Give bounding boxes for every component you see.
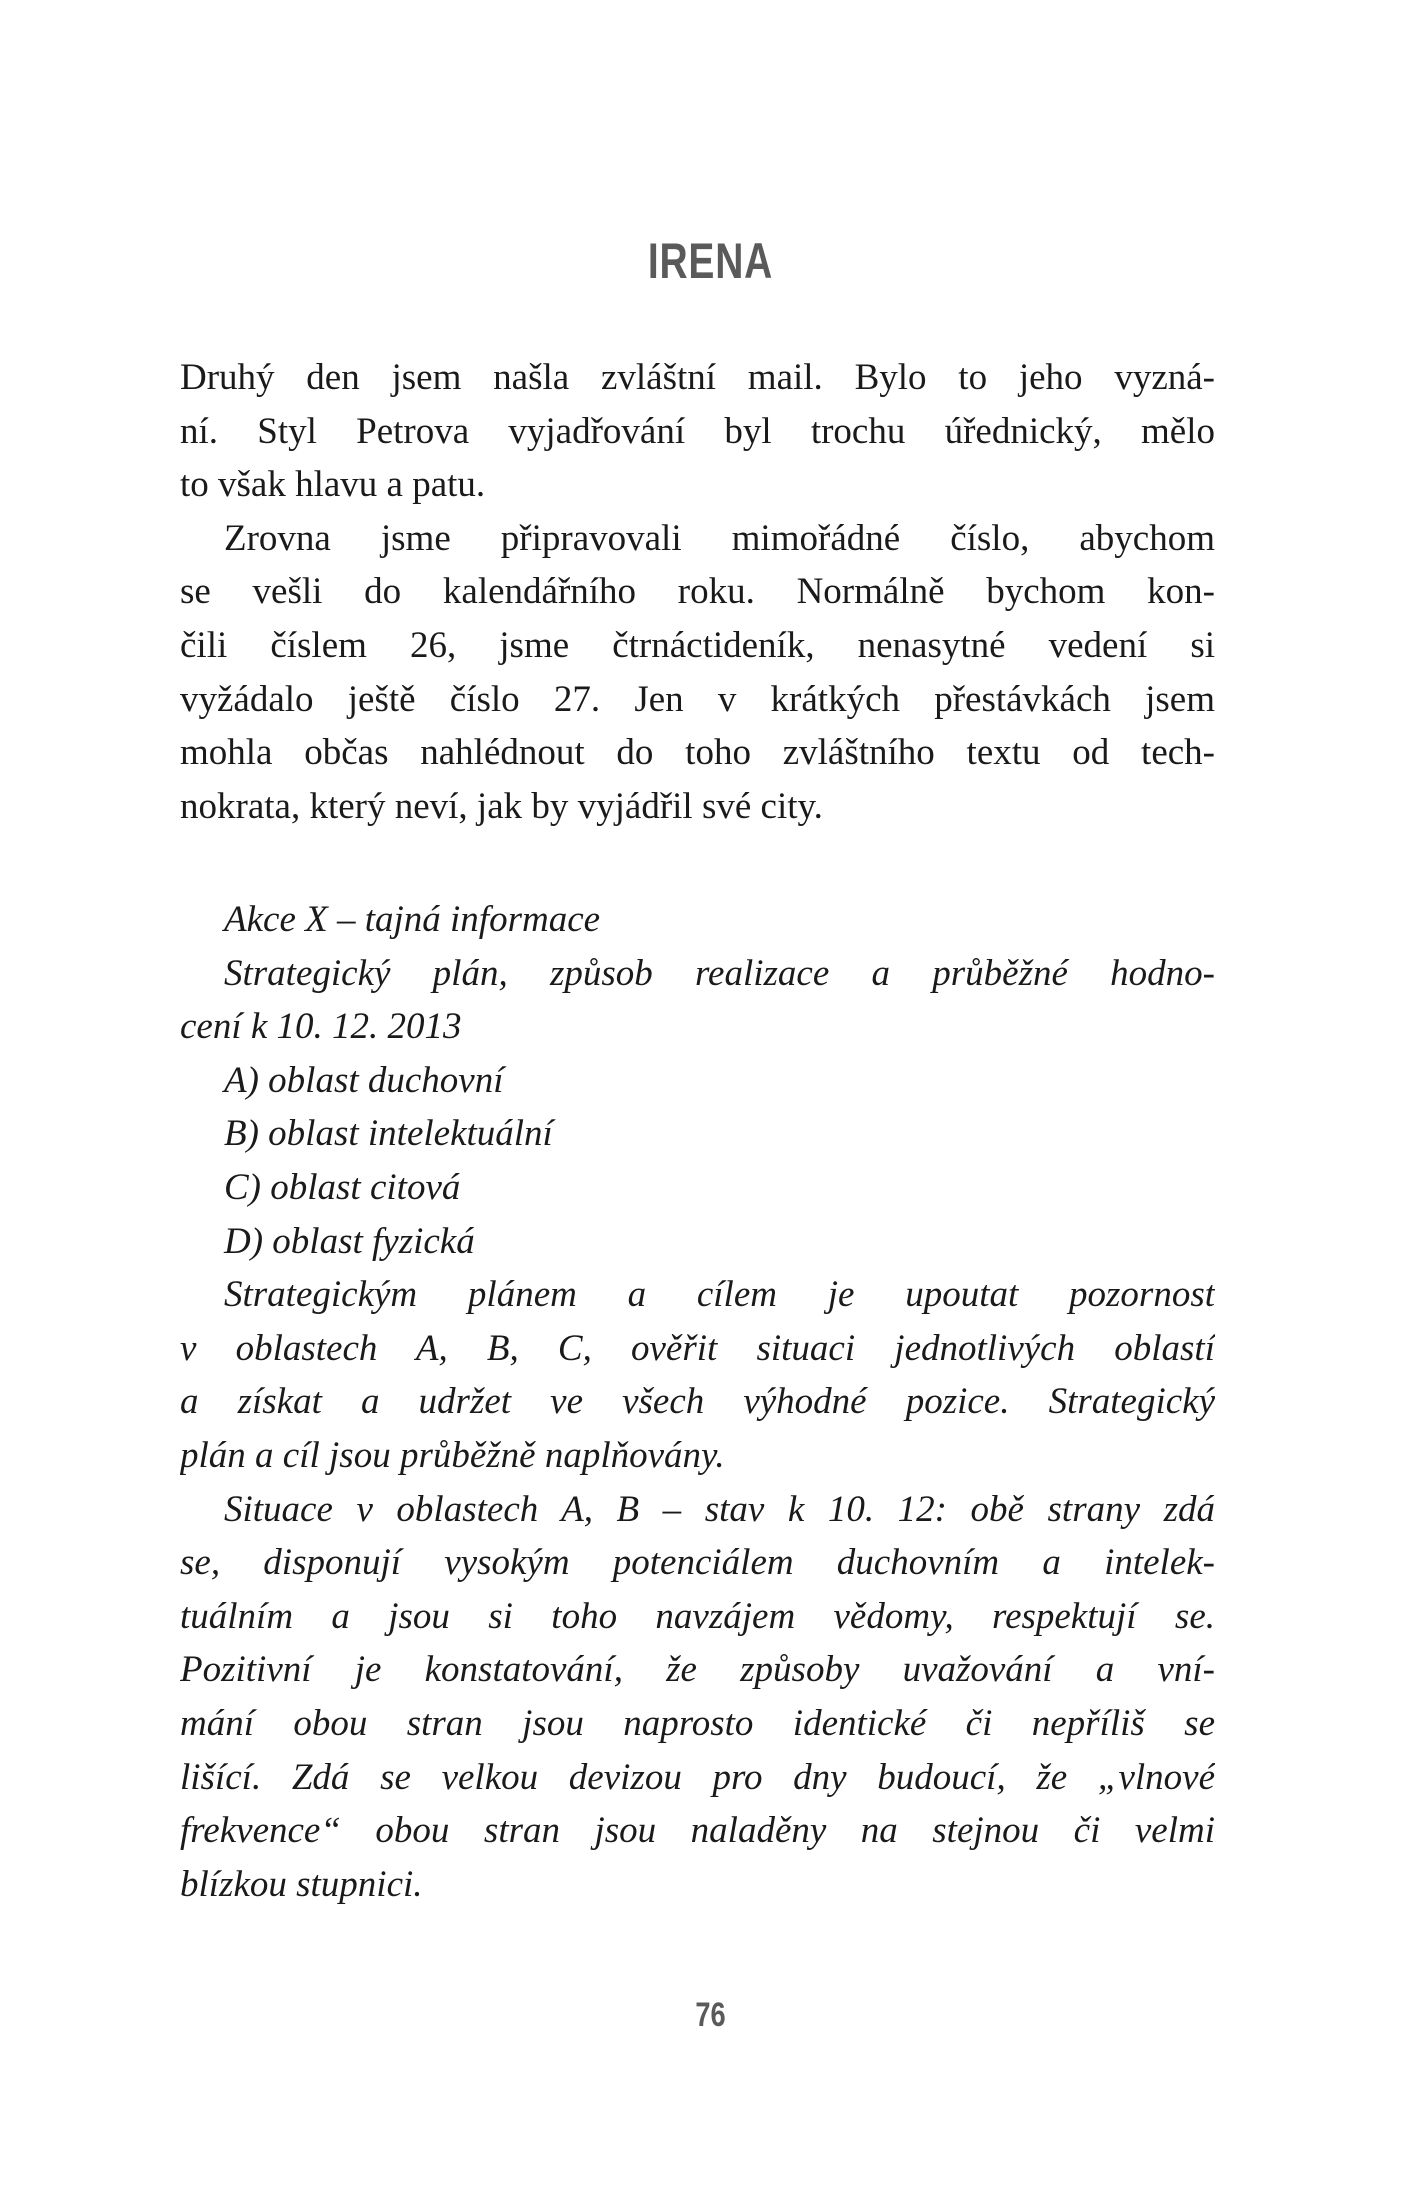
text-line: ní. Styl Petrova vyjadřování byl trochu úřednický, mělo [180,410,1215,452]
text-line: čili číslem 26, jsme čtrnáctideník, nenasytné vedení si [180,624,1215,666]
text-line: D) oblast fyzická [224,1220,475,1262]
text-line: B) oblast intelektuální [224,1113,553,1155]
text-line: plán a cíl jsou průběžně naplňovány. [180,1434,725,1476]
text-line: nokrata, který neví, jak by vyjádřil své city. [180,785,823,827]
text-line: C) oblast citová [224,1166,461,1208]
text-line: tuálním a jsou si toho navzájem vědomy, respektují se. [180,1595,1215,1637]
text-line: mání obou stran jsou naprosto identické či nepříliš se [180,1702,1215,1744]
text-line: to však hlavu a patu. [180,464,486,506]
text-line: Zrovna jsme připravovali mimořádné číslo, abychom [224,517,1215,559]
text-line: se vešli do kalendářního roku. Normálně bychom kon- [180,571,1215,613]
body-text [180,351,1215,833]
text-line: se, disponují vysokým potenciálem duchovním a intelek- [180,1542,1215,1584]
mail-text [180,893,1215,1911]
text-line: lišící. Zdá se velkou devizou pro dny budoucí, že „vlnové [180,1756,1215,1798]
text-line: blízkou stupnici. [180,1863,423,1905]
text-line: Strategický plán, způsob realizace a průběžné hodno- [224,952,1215,994]
text-line: Akce X – tajná informace [224,899,601,940]
text-line: Situace v oblastech A, B – stav k 10. 12: obě strany zdá [224,1488,1215,1530]
page-number: 76 [695,1996,726,2034]
text-line: Strategickým plánem a cílem je upoutat pozornost [224,1274,1215,1316]
text-line: vyžádalo ještě číslo 27. Jen v krátkých přestávkách jsem [180,678,1215,720]
text-line: Druhý den jsem našla zvláštní mail. Bylo to jeho vyzná- [180,357,1215,398]
chapter-title: IRENA [647,233,774,289]
text-line: v oblastech A, B, C, ověřit situaci jednotlivých oblastí [180,1327,1215,1369]
text-line: cení k 10. 12. 2013 [180,1006,462,1048]
text-line: frekvence“ obou stran jsou naladěny na stejnou či velmi [180,1810,1215,1852]
text-line: a získat a udržet ve všech výhodné pozice. Strategický [180,1381,1215,1423]
text-line: mohla občas nahlédnout do toho zvláštního textu od tech- [180,732,1215,774]
text-line: A) oblast duchovní [224,1059,504,1101]
text-line: Pozitivní je konstatování, že způsoby uvažování a vní- [180,1649,1215,1691]
